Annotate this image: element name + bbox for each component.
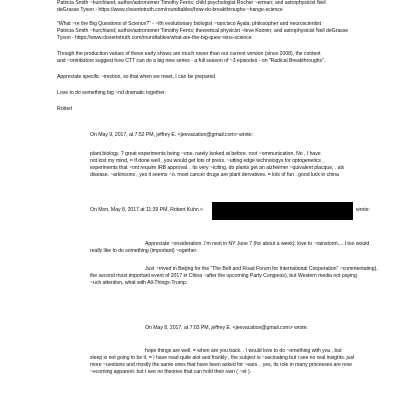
quoted-email-header-end: wrote: bbox=[356, 207, 370, 213]
text-line: ~ecoming apparent. but I see no theories that can hold their own ( ~et ). bbox=[90, 369, 252, 375]
signature-name: Robert bbox=[57, 106, 73, 112]
text-line: not lost my mind, = If done well , you would get lots of press. ~utting edge technologys for optogenetics , bbox=[90, 158, 324, 164]
text-line: Tyson - https://www.closertotruth.com/roundtables/what-are-the-big-ques~ions-science bbox=[57, 35, 252, 41]
text-line: deGrasse Tyson - https://www.closertotruth.com/roundtables/how-do-breakthroughs-~hange-science bbox=[57, 7, 283, 13]
quoted-email-header: On May 8, 2017, at 7:03 PM, jeffrey E. <jeevacation@gmail.com> wrote: bbox=[145, 325, 308, 331]
text-line: "What ~re the Big Questions of Science?" - ~ith evolutionary biologist ~rancisco Ayala; philosopher and neuroscientist bbox=[57, 21, 321, 27]
quoted-email-header: On Mon, May 8, 2017 at 11:39 PM, Robert Kuhn < bbox=[90, 207, 204, 213]
text-line: plant biology. ? great experiments being ~one. rarely looked at before. root ~ommunication. No , I have bbox=[90, 151, 321, 157]
text-line: really like to do something (important) ~ogether. bbox=[90, 248, 198, 254]
text-line: Patricia Smith ~hurchland; author/astronomer Timothy Ferris; theoretical physicist ~teve Koonin; and astrophysicist Neil deGrasse bbox=[57, 28, 349, 34]
text-line: and ~ontributors suggest how CTT can do a big new series - a full season of ~3 episodes - on "Radical Breakthroughs". bbox=[57, 58, 326, 64]
text-line: sleep is not going to be it. = I have read quite alot and frankly , the subject is ~ascinating but i see no real insights. just bbox=[90, 355, 355, 361]
text-line: experiments that ~ont require IRB approval. . its very ~iciting. do plants get an alzheimer ~quivalent placque, . als bbox=[90, 165, 345, 171]
text-line: disease. ~arkinsons , yes it seems ~o. most cancer drugs are plant dervatives. = lots of fun . good luck in china bbox=[90, 172, 339, 178]
text-line: Just ~rrived in Beijing for the "The Belt and Road Forum for International Cooperation" ~commentating), bbox=[145, 266, 378, 272]
text-line: Appreciate ~onsideration. I'm next in NY June 7 (for about a week); love to ~rainstorm.... I too would bbox=[145, 241, 370, 247]
redaction-box bbox=[212, 202, 353, 220]
text-line: hope things are well. = when are you back. . I would love to do ~omething with you , but bbox=[145, 348, 342, 354]
text-line: Appreciate specific ~irection, so that when we meet, I can be prepared bbox=[57, 74, 216, 80]
text-line: Love to do something big ~nd dramatic together. bbox=[57, 90, 166, 96]
text-line: Though the production values of these early shows are much rower than our current version (since 2008), the content bbox=[57, 51, 321, 57]
text-line: the second most important event of 2017 in China ~after the upcoming Party Congress), but Western media not paying bbox=[90, 273, 357, 279]
text-line: ~uch attention, what with All-Things-Trump. bbox=[90, 280, 188, 286]
text-line: more ~uestions and mostly the same ones that have been asked for ~ears. . yes, its role in many processes are now bbox=[90, 362, 352, 368]
quoted-email-header: On May 9, 2017, at 7:52 PM, jeffrey E. <jeevacation@gmail.com> wrote: bbox=[90, 132, 253, 138]
text-line: Patricia Smith ~hurchland; author/astronomer Timothy Ferris; child psychologist Rocher ~erman; and astrophysicist Neil bbox=[57, 0, 326, 6]
